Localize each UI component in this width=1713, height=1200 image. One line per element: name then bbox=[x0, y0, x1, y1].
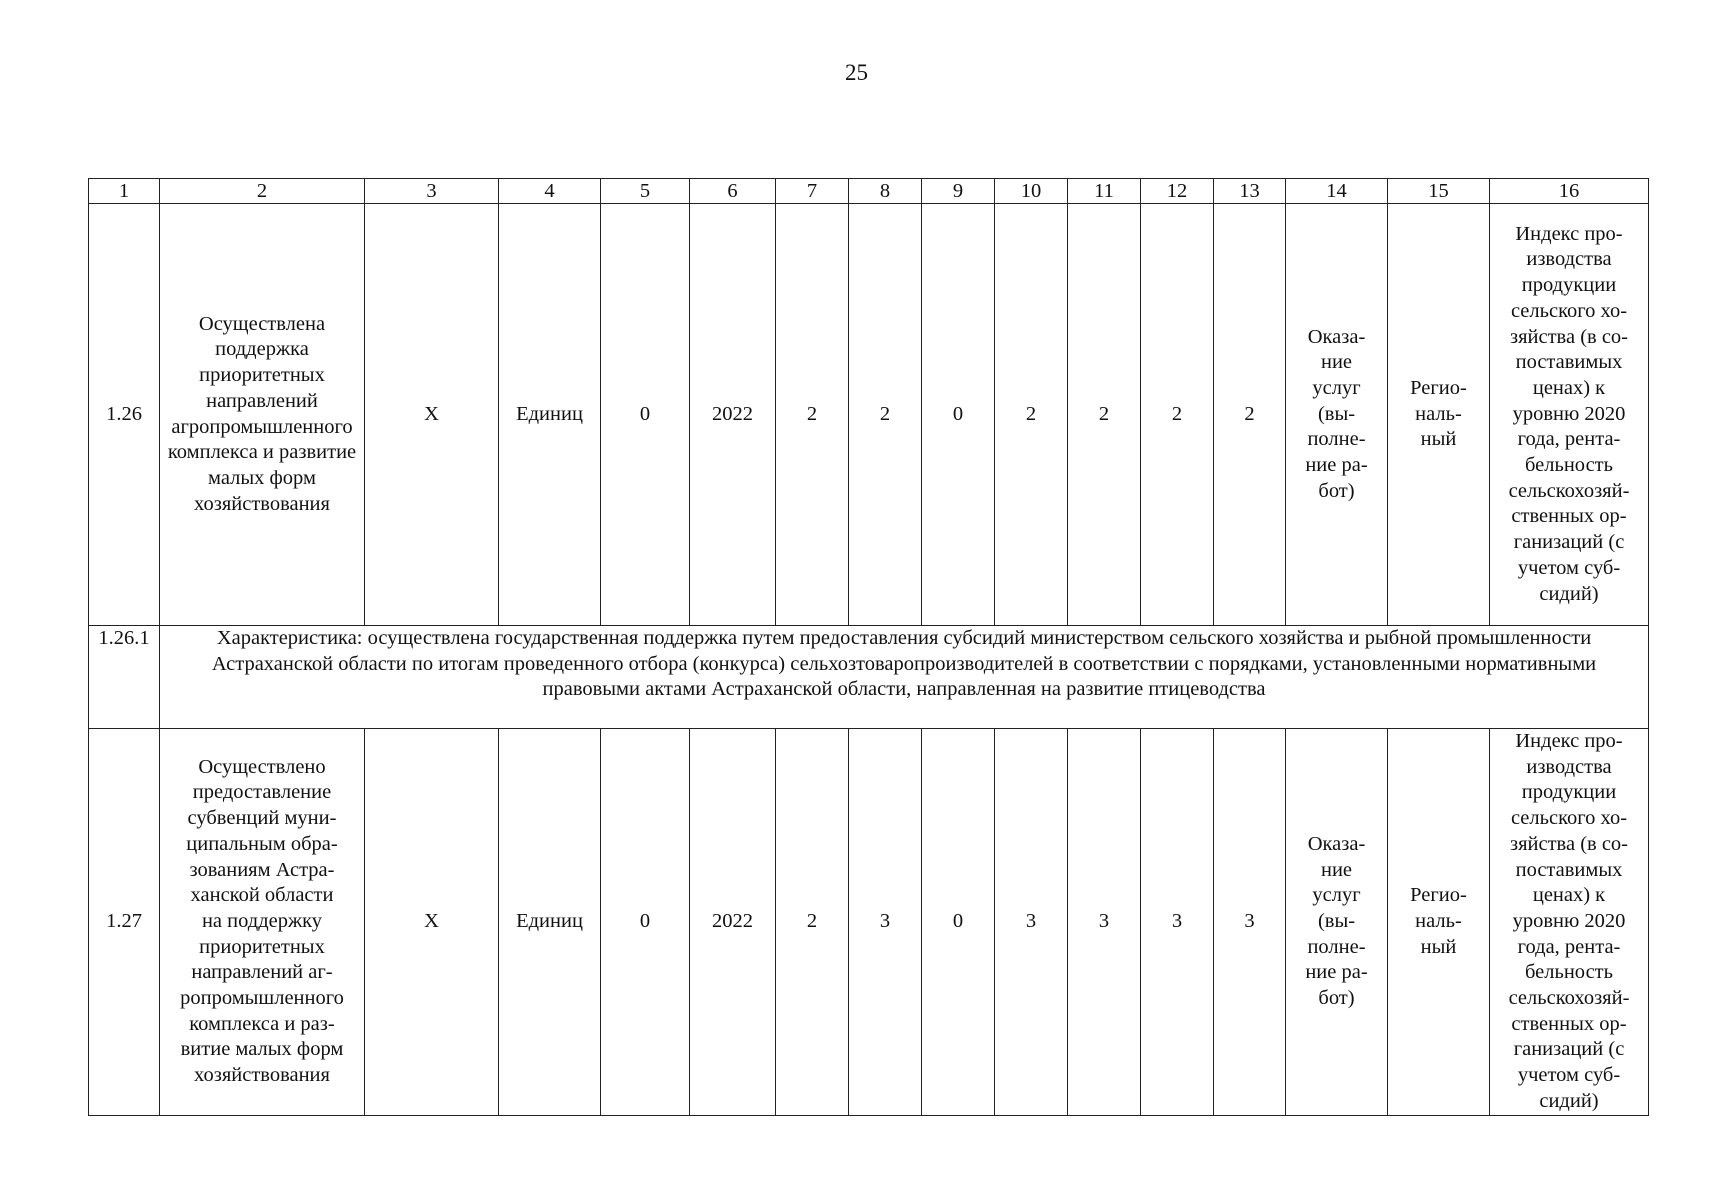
level-cell: Регио- наль- ный bbox=[1388, 204, 1490, 626]
characteristic-text: Характеристика: осуществлена государственная поддержка путем предоставления субсидий министерством сельского хозяйства и рыбной промышленности Астраханской области по итогам проведенного отбора (конкурса) сельхозтоваропроизводителей в соответствии с порядками, установленными нормативными правовыми актами Астраханской области, направленная на развитие птицеводства bbox=[160, 626, 1649, 729]
year-cell: 2022 bbox=[690, 204, 776, 626]
column-number: 8 bbox=[849, 179, 922, 204]
column-number: 5 bbox=[601, 179, 690, 204]
column-number: 6 bbox=[690, 179, 776, 204]
unit-cell: Единиц bbox=[499, 204, 601, 626]
row-number: 1.27 bbox=[89, 729, 160, 1116]
cell-col12: 3 bbox=[1141, 729, 1214, 1116]
cell-col10: 3 bbox=[995, 729, 1068, 1116]
column-number: 4 bbox=[499, 179, 601, 204]
column-number: 3 bbox=[365, 179, 499, 204]
table-row bbox=[89, 204, 1649, 626]
table-row bbox=[89, 729, 1649, 1116]
column-number: 16 bbox=[1490, 179, 1649, 204]
year-cell: 2022 bbox=[690, 729, 776, 1116]
indicator-cell: Индекс про- изводства продукции сельского хо- зяйства (в со- поставимых ценах) к уровню 2020 года, рента- бельность сельскохозяй- ственных ор- ганизаций (с учетом суб- сидий) bbox=[1490, 204, 1649, 626]
unit-cell: Единиц bbox=[499, 729, 601, 1116]
cell-col7: 2 bbox=[776, 204, 849, 626]
cell-col5: 0 bbox=[601, 204, 690, 626]
column-number: 1 bbox=[89, 179, 160, 204]
column-number: 7 bbox=[776, 179, 849, 204]
type-cell: Оказа- ние услуг (вы- полне- ние ра- бот) bbox=[1286, 729, 1388, 1116]
cell-col5: 0 bbox=[601, 729, 690, 1116]
cell-col8: 3 bbox=[849, 729, 922, 1116]
indicator-cell: Индекс про- изводства продукции сельского хо- зяйства (в со- поставимых ценах) к уровню 2020 года, рента- бельность сельскохозяй- ственных ор- ганизаций (с учетом суб- сидий) bbox=[1490, 729, 1649, 1116]
column-number: 2 bbox=[160, 179, 365, 204]
column-number-row bbox=[89, 179, 1649, 204]
cell-col7: 2 bbox=[776, 729, 849, 1116]
cell-col12: 2 bbox=[1141, 204, 1214, 626]
result-name: Осуществлено предоставление субвенций муни- ципальным обра- зованиям Астра- ханской области на поддержку приоритетных направлений аг- ропромышленного комплекса и раз- витие малых форм хозяйствования bbox=[160, 729, 365, 1116]
column-number: 11 bbox=[1068, 179, 1141, 204]
column-number: 10 bbox=[995, 179, 1068, 204]
cell-col9: 0 bbox=[922, 204, 995, 626]
cell-col11: 2 bbox=[1068, 204, 1141, 626]
row-number: 1.26 bbox=[89, 204, 160, 626]
cell-col3: X bbox=[365, 204, 499, 626]
indicators-table bbox=[88, 178, 1649, 1116]
column-number: 13 bbox=[1214, 179, 1286, 204]
cell-col13: 3 bbox=[1214, 729, 1286, 1116]
result-name: Осуществлена поддержка приоритетных направлений агропромышленного комплекса и развитие малых форм хозяйствования bbox=[160, 204, 365, 626]
row-number: 1.26.1 bbox=[89, 626, 160, 729]
characteristic-row bbox=[89, 626, 1649, 729]
page-number: 25 bbox=[845, 60, 868, 85]
type-cell: Оказа- ние услуг (вы- полне- ние ра- бот) bbox=[1286, 204, 1388, 626]
column-number: 9 bbox=[922, 179, 995, 204]
cell-col10: 2 bbox=[995, 204, 1068, 626]
cell-col9: 0 bbox=[922, 729, 995, 1116]
level-cell: Регио- наль- ный bbox=[1388, 729, 1490, 1116]
cell-col3: X bbox=[365, 729, 499, 1116]
column-number: 14 bbox=[1286, 179, 1388, 204]
cell-col11: 3 bbox=[1068, 729, 1141, 1116]
cell-col13: 2 bbox=[1214, 204, 1286, 626]
column-number: 12 bbox=[1141, 179, 1214, 204]
cell-col8: 2 bbox=[849, 204, 922, 626]
column-number: 15 bbox=[1388, 179, 1490, 204]
